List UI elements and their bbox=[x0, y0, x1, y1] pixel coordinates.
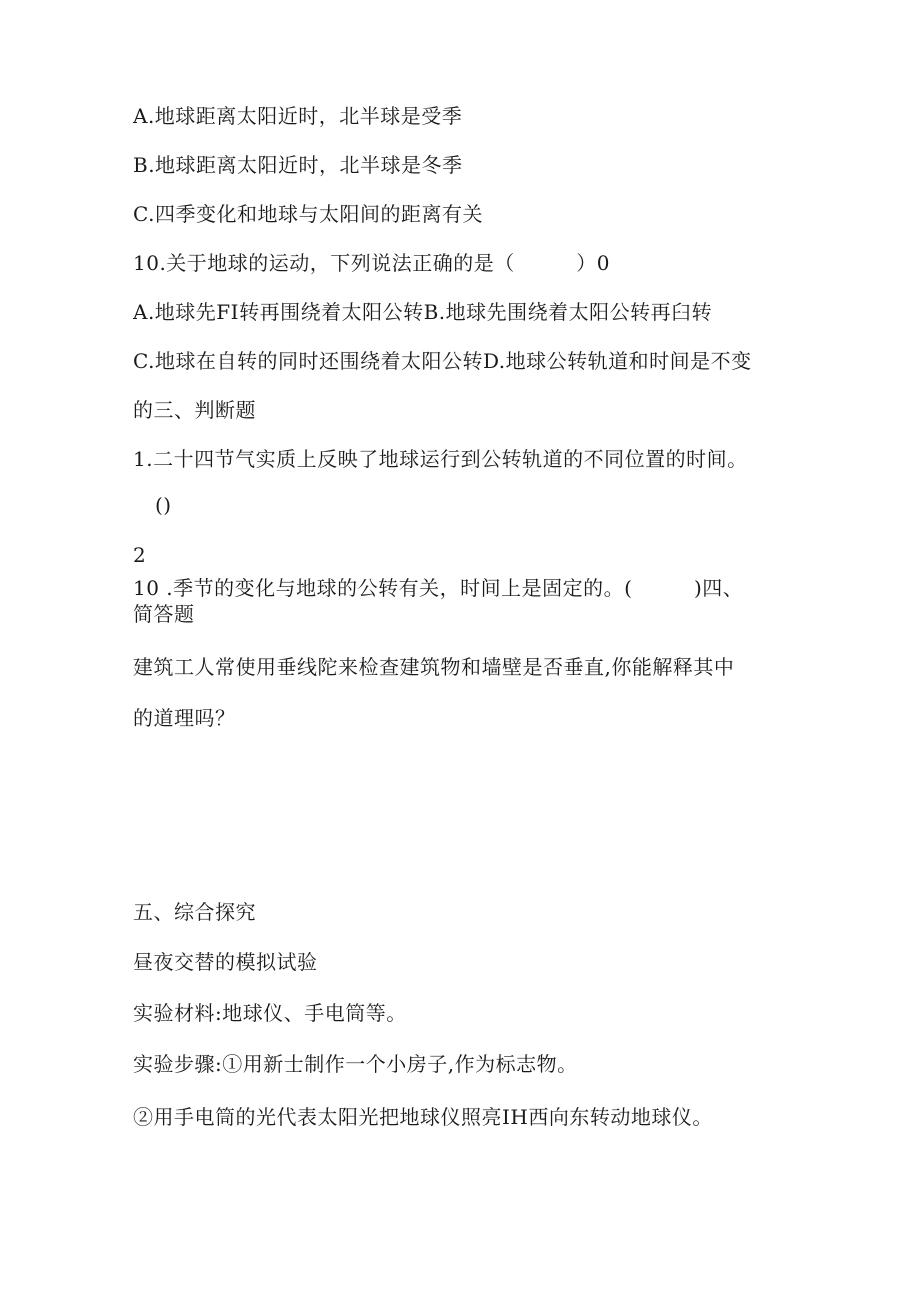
judgement-number-2: 2 bbox=[133, 543, 147, 567]
question-10-line: 10.关于地球的运动，下列说法正确的是（ ）0 bbox=[133, 251, 611, 275]
judgement-10-line: 10 .季节的变化与地球的公转有关，时间上是固定的。( )四、 bbox=[133, 576, 744, 600]
experiment-step-1: 实验步骤:①用新士制作一个小房子,作为标志物。 bbox=[133, 1052, 578, 1076]
short-answer-question-cont: 的道理吗？ bbox=[133, 706, 236, 730]
question-10-options-cd: C.地球在自转的同时还围绕着太阳公转D.地球公转轨道和时间是不变 bbox=[133, 349, 752, 373]
experiment-title: 昼夜交替的模拟试验 bbox=[133, 950, 318, 974]
experiment-materials: 实验材料:地球仪、手电筒等。 bbox=[133, 1001, 407, 1025]
option-c-line: C.四季变化和地球与太阳间的距离有关 bbox=[133, 202, 483, 226]
section-4-heading: 简答题 bbox=[133, 602, 195, 626]
judgement-1-line: 1.二十四节气实质上反映了地球运行到公转轨道的不同位置的时间。 bbox=[133, 447, 748, 471]
experiment-step-2: ②用手电筒的光代表太阳光把地球仪照亮IH西向东转动地球仪。 bbox=[133, 1105, 713, 1129]
option-a-line: A.地球距离太阳近时，北半球是受季 bbox=[133, 104, 463, 128]
section-3-heading: 的三、判断题 bbox=[133, 398, 256, 422]
option-b-line: B.地球距离太阳近时，北半球是冬季 bbox=[133, 153, 463, 177]
judgement-1-blank: () bbox=[155, 493, 172, 517]
question-10-options-ab: A.地球先FI转再围绕着太阳公转B.地球先围绕着太阳公转再臼转 bbox=[133, 300, 713, 324]
section-5-heading: 五、综合探究 bbox=[133, 900, 256, 924]
short-answer-question: 建筑工人常使用垂线陀来检查建筑物和墙壁是否垂直,你能解释其中 bbox=[133, 655, 735, 679]
